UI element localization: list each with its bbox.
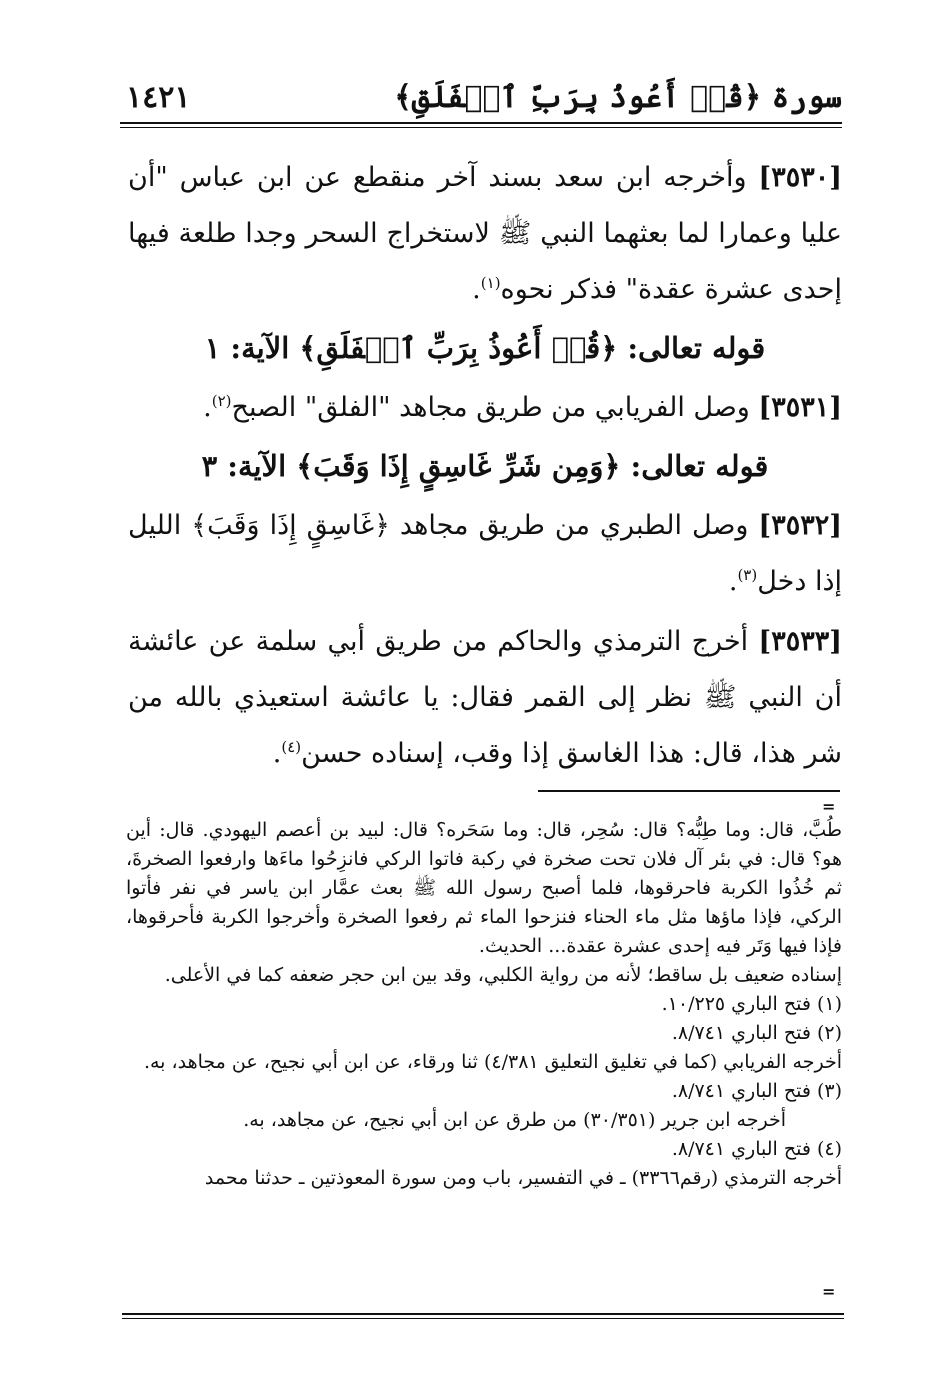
paragraph-3531 <box>128 380 842 436</box>
surah-title: سورة ﴿قُلۡ أَعُوذُ بِرَبِّ ٱلۡفَلَقِ﴾ <box>394 80 842 115</box>
paragraph-text: وأخرجه ابن سعد بسند آخر منقطع عن ابن عباس "أن عليا وعمارا لما بعثهما النبي ﷺ لاستخراج السحر وجدا طلعة فيها إحدى عشرة عقدة" فذكر نحوه <box>128 162 842 305</box>
footnote-1: (١) فتح الباري ١٠/٢٢٥. <box>661 993 842 1015</box>
footnote-separator <box>538 790 840 792</box>
paragraph-end: . <box>472 274 481 305</box>
footnote-ref: (٤) <box>281 738 302 756</box>
footnote-4: (٤) فتح الباري ٨/٧٤١. <box>671 1138 842 1160</box>
main-text <box>128 150 842 786</box>
footnote-continued-grading: إسناده ضعيف بل ساقط؛ لأنه من رواية الكلبي، وقد بين ابن حجر ضعفه كما في الأعلى. <box>164 964 842 986</box>
paragraph-end: . <box>203 392 212 423</box>
continuation-mark: = <box>822 797 836 816</box>
verse-heading-2: قوله تعالى: ﴿وَمِن شَرِّ غَاسِقٍ إِذَا وَقَبَ﴾ الآية: ٣ <box>201 449 769 483</box>
paragraph-3530 <box>128 150 842 318</box>
footnote-3: (٣) فتح الباري ٨/٧٤١. <box>671 1080 842 1102</box>
footnote-ref: (٣) <box>737 566 758 584</box>
paragraph-text: وصل الطبري من طريق مجاهد ﴿غَاسِقٍ إِذَا وَقَبَ﴾ الليل إذا دخل <box>128 510 842 597</box>
page-header <box>120 78 842 122</box>
paragraph-end: . <box>272 738 282 769</box>
footnote-ref: (٢) <box>211 392 232 410</box>
paragraph-3533 <box>128 614 842 782</box>
paragraph-text: أخرج الترمذي والحاكم من طريق أبي سلمة عن عائشة أن النبي ﷺ نظر إلى القمر فقال: يا عائشة استعيذي بالله من شر هذا، قال: هذا الغاسق إذا وقب، إسناده حسن <box>128 626 843 769</box>
header-rule-top <box>120 122 842 124</box>
item-number: [٣٥٣٣] <box>758 626 842 657</box>
header-rule-bottom <box>120 127 842 128</box>
page-number: ١٤٢١ <box>126 80 191 115</box>
paragraph-end: . <box>728 566 738 597</box>
footer-rule-top <box>122 1313 844 1315</box>
footnote-2-source: أخرجه الفريابي (كما في تغليق التعليق ٤/٣٨١) ثنا ورقاء، عن ابن أبي نجيح، عن مجاهد، به. <box>143 1051 842 1073</box>
paragraph-text: وصل الفريابي من طريق مجاهد "الفلق" الصبح <box>231 392 759 423</box>
footnote-4-source: أخرجه الترمذي (رقم٣٣٦٦) ـ في التفسير، باب ومن سورة المعوذتين ـ حدثنا محمد <box>204 1167 842 1189</box>
paragraph-3532 <box>128 498 842 610</box>
footnote-ref: (١) <box>480 274 501 292</box>
verse-heading-1: قوله تعالى: ﴿قُلۡ أَعُوذُ بِرَبِّ ٱلۡفَلَقِ﴾ الآية: ١ <box>204 331 766 365</box>
item-number: [٣٥٣٢] <box>758 510 842 541</box>
footnote-continued: طُبَّ، قال: وما طِبُّه؟ قال: سُحِر، قال: وما سَحَره؟ قال: لبيد بن أعصم اليهودي. قال: أين هو؟ قال: في بئر آل فلان تحت صخرة في ركبة فاتوا الركي فانزِحُوا ماءَها وارفعوا الصخرةَ، ثم خُذُوا الكربة فاحرقوها، فلما أصبح رسول الله ﷺ بعث عمَّار ابن ياسر في نفر فأتوا الركي، فإذا ماؤها مثل ماء الحناء فنزحوا الماء ثم رفعوا الصخرة وأخرجوا الكربة فأحرقوها، فإذا فيها وَتَر فيه إحدى عشرة عقدة... الحديث. <box>126 819 842 957</box>
footnotes <box>126 816 842 1193</box>
footnote-3-source: أخرجه ابن جرير (٣٠/٣٥١) من طرق عن ابن أبي نجيح، عن مجاهد، به. <box>243 1109 786 1131</box>
continuation-mark-bottom: = <box>822 1282 836 1301</box>
footnote-2: (٢) فتح الباري ٨/٧٤١. <box>671 1022 842 1044</box>
item-number: [٣٥٣٠] <box>758 162 842 193</box>
footer-rule-bottom <box>122 1318 844 1319</box>
item-number: [٣٥٣١] <box>758 392 842 423</box>
